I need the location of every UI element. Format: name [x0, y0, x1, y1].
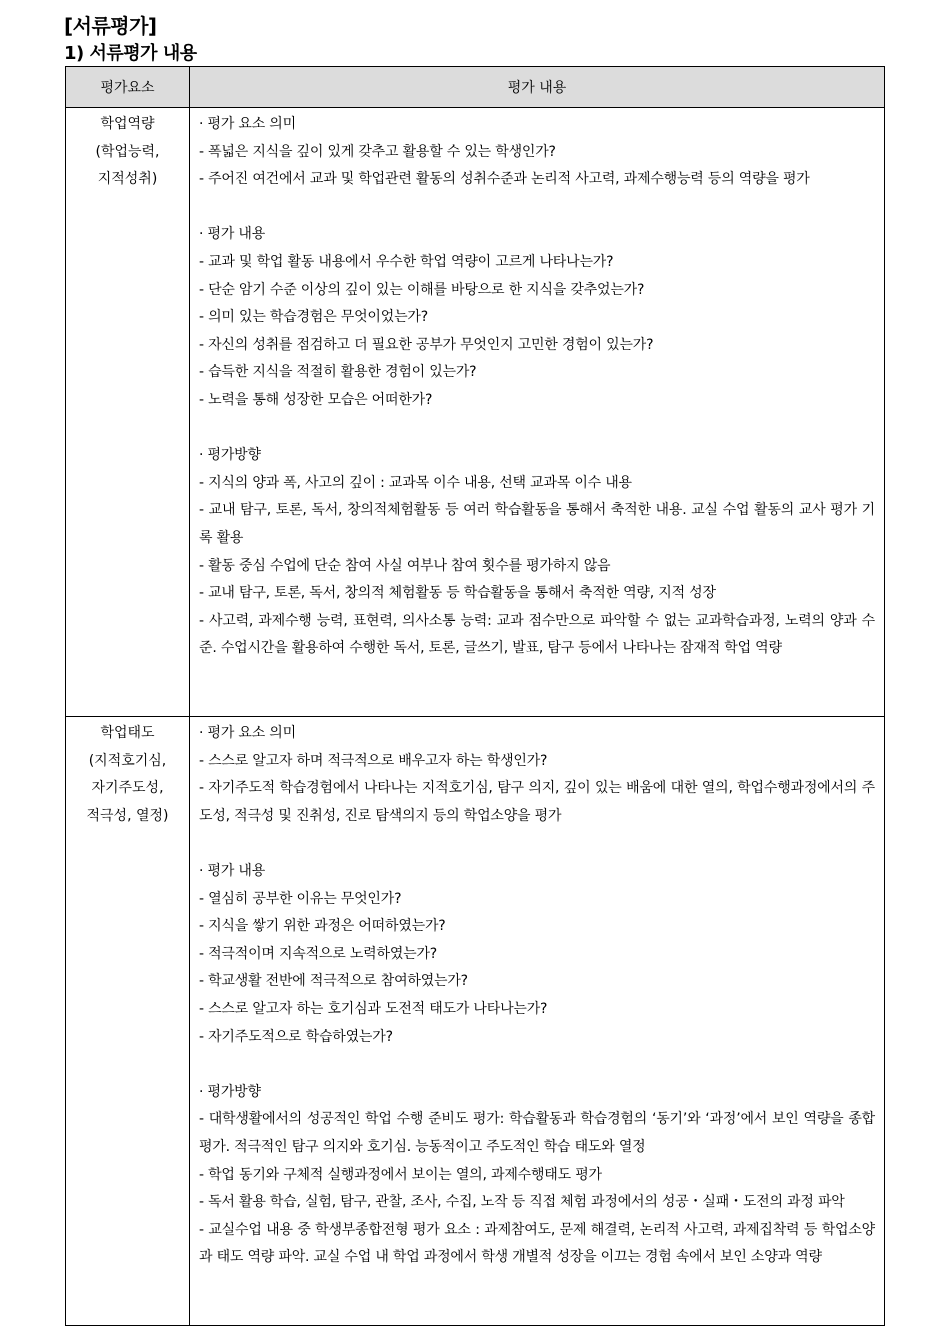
- content-line: - 자기주도적 학습경험에서 나타나는 지적호기심, 탐구 의지, 깊이 있는 배움에 대한 열의, 학업수행과정에서의 주도성, 적극성 및 진취성, 진로 탐색의지 등의 학업소양을 평가: [199, 780, 875, 824]
- content-line: - 스스로 알고자 하며 적극적으로 배우고자 하는 학생인가?: [199, 752, 548, 769]
- header-content: 평가 내용: [190, 67, 885, 108]
- content-line: · 평가방향: [199, 1083, 261, 1100]
- category-line: 학업역량: [100, 116, 155, 132]
- content-line: - 사고력, 과제수행 능력, 표현력, 의사소통 능력: 교과 점수만으로 파악할 수 없는 교과학습과정, 노력의 양과 수준. 수업시간을 활용하여 수행한 독서, 토론, 글쓰기, 발표, 탐구 등에서 나타나는 잠재적 학업 역량: [199, 612, 875, 657]
- category-cell: [66, 108, 190, 717]
- content-cell: [190, 717, 885, 1326]
- content-line: · 평가 요소 의미: [199, 725, 296, 741]
- content-line: - 의미 있는 학습경험은 무엇이었는가?: [199, 309, 428, 326]
- category-line: 자기주도성,: [91, 780, 164, 797]
- content-line: - 자신의 성취를 점검하고 더 필요한 공부가 무엇인지 고민한 경험이 있는가?: [199, 336, 654, 353]
- content-line: - 교내 탐구, 토론, 독서, 창의적체험활동 등 여러 학습활동을 통해서 축적한 내용. 교실 수업 활동의 교사 평가 기록 활용: [199, 502, 875, 546]
- content-line: - 독서 활용 학습, 실험, 탐구, 관찰, 조사, 수집, 노작 등 직접 체험 과정에서의 성공・실패・도전의 과정 파악: [199, 1194, 845, 1211]
- content-line: - 스스로 알고자 하는 호기심과 도전적 태도가 나타나는가?: [199, 1000, 548, 1017]
- content-line: - 지식의 양과 폭, 사고의 깊이 : 교과목 이수 내용, 선택 교과목 이수 내용: [199, 474, 632, 491]
- content-line: - 적극적이며 지속적으로 노력하였는가?: [199, 945, 438, 962]
- content-line: - 학업 동기와 구체적 실행과정에서 보이는 열의, 과제수행태도 평가: [199, 1166, 602, 1183]
- content-line: - 폭넓은 지식을 깊이 있게 갖추고 활용할 수 있는 학생인가?: [199, 143, 556, 160]
- content-line: - 학교생활 전반에 적극적으로 참여하였는가?: [199, 973, 468, 990]
- content-line: - 활동 중심 수업에 단순 참여 사실 여부나 참여 횟수를 평가하지 않음: [199, 557, 611, 574]
- header-category: 평가요소: [66, 67, 190, 108]
- content-line: · 평가방향: [199, 447, 261, 464]
- content-line: - 노력을 통해 성장한 모습은 어떠한가?: [199, 391, 433, 408]
- category-line: (학업능력,: [95, 143, 160, 160]
- category-line: 학업태도: [100, 725, 155, 741]
- category-line: 적극성, 열정): [86, 807, 169, 824]
- table-row: [66, 108, 885, 717]
- table-row: [66, 717, 885, 1326]
- content-line: - 교실수업 내용 중 학생부종합전형 평가 요소 : 과제참여도, 문제 해결력, 논리적 사고력, 과제집착력 등 학업소양과 태도 역량 파악. 교실 수업 내 학업 과정에서 학생 개별적 성장을 이끄는 경험 속에서 보인 소양과 역량: [199, 1221, 875, 1266]
- category-line: 지적성취): [97, 171, 158, 188]
- content-cell: [190, 108, 885, 717]
- content-line: [199, 415, 875, 443]
- category-cell: [66, 717, 190, 1326]
- content-line: - 주어진 여건에서 교과 및 학업관련 활동의 성취수준과 논리적 사고력, 과제수행능력 등의 역량을 평가: [199, 171, 810, 188]
- content-line: · 평가 내용: [199, 862, 266, 879]
- section-title: [서류평가]: [64, 14, 157, 38]
- content-line: [199, 830, 875, 858]
- content-line: · 평가 내용: [199, 226, 266, 243]
- category-line: (지적호기심,: [88, 752, 167, 769]
- section-subtitle: 1) 서류평가 내용: [64, 43, 197, 64]
- table-header-row: [66, 67, 885, 108]
- content-line: - 교과 및 학업 활동 내용에서 우수한 학업 역량이 고르게 나타나는가?: [199, 253, 614, 270]
- evaluation-table: [65, 66, 885, 1326]
- content-line: - 지식을 쌓기 위한 과정은 어떠하였는가?: [199, 918, 446, 935]
- content-line: - 교내 탐구, 토론, 독서, 창의적 체험활동 등 학습활동을 통해서 축적한 역량, 지적 성장: [199, 585, 716, 602]
- content-line: · 평가 요소 의미: [199, 116, 296, 132]
- content-line: - 습득한 지식을 적절히 활용한 경험이 있는가?: [199, 364, 477, 381]
- content-line: - 열심히 공부한 이유는 무엇인가?: [199, 890, 402, 907]
- content-line: [199, 194, 875, 222]
- content-line: - 대학생활에서의 성공적인 학업 수행 준비도 평가: 학습활동과 학습경험의 ‘동기’와 ‘과정’에서 보인 역량을 종합 평가. 적극적인 탐구 의지와 호기심. 능동적이고 주도적인 학습 태도와 열정: [199, 1111, 875, 1155]
- content-line: [199, 1051, 875, 1079]
- content-line: - 자기주도적으로 학습하였는가?: [199, 1028, 393, 1045]
- content-line: - 단순 암기 수준 이상의 깊이 있는 이해를 바탕으로 한 지식을 갖추었는가?: [199, 281, 645, 298]
